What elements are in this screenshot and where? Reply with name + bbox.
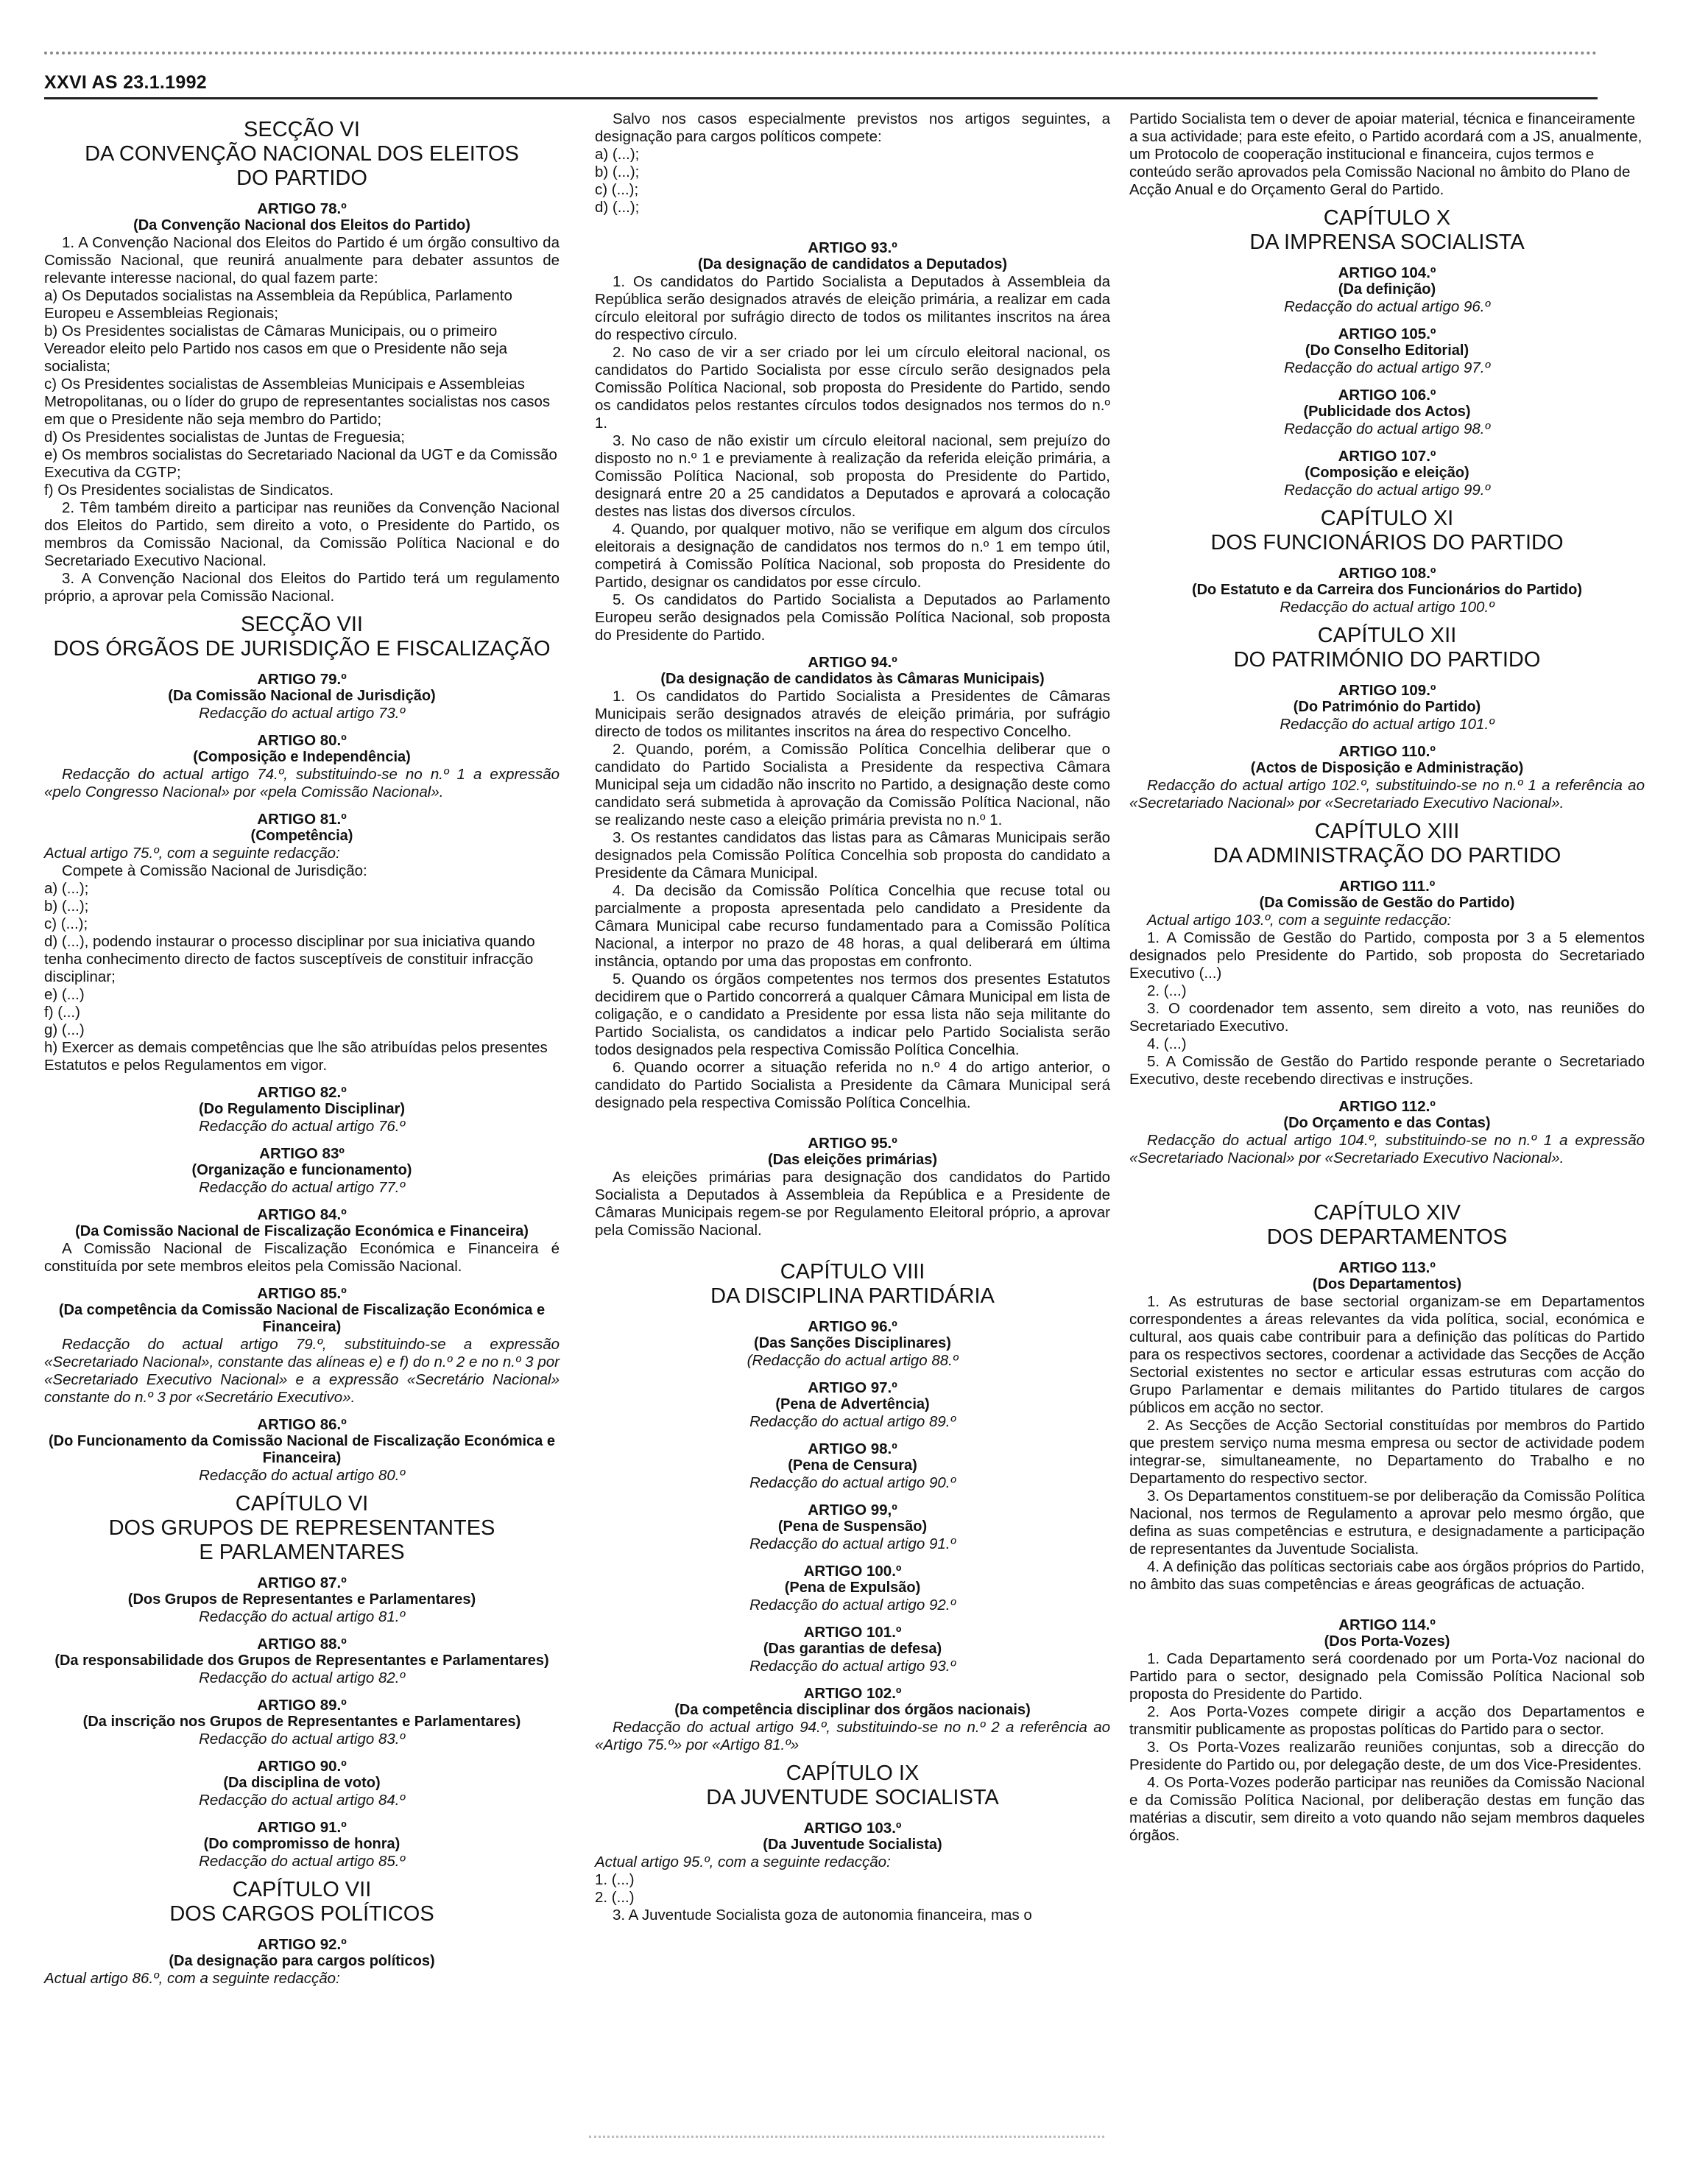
article-number: ARTIGO 89.º <box>257 1697 347 1714</box>
section-heading-line: DOS ÓRGÃOS DE JURISDIÇÃO E FISCALIZAÇÃO <box>53 637 551 661</box>
redaction-note: Redacção do actual artigo 92.º <box>749 1597 956 1613</box>
section-heading <box>595 1762 1110 1810</box>
section-heading-line: CAPÍTULO VIII <box>780 1260 925 1284</box>
article-title: (Da definição) <box>1338 281 1436 298</box>
spacer <box>595 217 1110 230</box>
paragraph: 4. A definição das políticas sectoriais cabe aos órgãos próprios do Partido, no âmbito das suas competências e áreas geográficas de actuação. <box>1129 1558 1645 1593</box>
paragraph: Salvo nos casos especialmente previstos nos artigos seguintes, a designação para cargos políticos compete: <box>595 110 1110 145</box>
section-heading-line: DO PATRIMÓNIO DO PARTIDO <box>1233 648 1541 672</box>
redaction-note: Redacção do actual artigo 80.º <box>199 1467 405 1484</box>
list-item: a) (...); <box>595 146 640 163</box>
paragraph: 2. As Secções de Acção Sectorial constituídas por membros do Partido que prestem serviço numa mesma empresa ou sector de actividade podem integrar-se, simultaneamente, no Departamento do Trabalho e no Departamento do respectivo sector. <box>1129 1417 1645 1487</box>
list-item: d) (...), podendo instaurar o processo disciplinar por sua iniciativa quando tenha conhecimento directo de factos susceptíveis de constituir infracção disciplinar; <box>44 933 535 985</box>
top-scan-border <box>44 52 1598 54</box>
list-item: c) Os Presidentes socialistas de Assembleias Municipais e Assembleias Metropolitanas, ou o líder do grupo de representantes socialistas nos casos em que o Presidente não seja membro do Partido; <box>44 376 551 428</box>
article-number: ARTIGO 99,º <box>808 1502 897 1518</box>
article-title: (Da Convenção Nacional dos Eleitos do Partido) <box>133 217 470 233</box>
paragraph: 4. Da decisão da Comissão Política Concelhia que recuse total ou parcialmente a proposta apresentada pelo candidato a Presidente da Câmara Municipal cabe recurso fundamentado para a Comissão Política Nacional, a interpor no prazo de 48 horas, a qual deliberará em última instância, optando por uma das propostas em confronto. <box>595 882 1110 970</box>
article-number: ARTIGO 107.º <box>1338 448 1436 465</box>
list-item: a) (...); <box>44 880 89 897</box>
article-number: ARTIGO 91.º <box>257 1819 347 1836</box>
section-heading-line: DOS DEPARTAMENTOS <box>1266 1225 1508 1249</box>
paragraph: Redacção do actual artigo 102.º, substituindo-se no n.º 1 a referência ao «Secretariado Nacional» por «Secretariado Executivo Nacional». <box>1129 777 1645 812</box>
article-number: ARTIGO 110.º <box>1338 743 1436 760</box>
column-1 <box>44 110 560 1988</box>
section-heading <box>44 118 560 191</box>
section-heading-line: DA ADMINISTRAÇÃO DO PARTIDO <box>1213 844 1561 867</box>
paragraph: 1. Os candidatos do Partido Socialista a Presidentes de Câmaras Municipais serão designados através de eleição primária, por sufrágio directo de todos os militantes inscritos na área do respectivo Concelho. <box>595 688 1110 740</box>
section-heading-line: DO PARTIDO <box>236 166 367 190</box>
article-number: ARTIGO 88.º <box>257 1636 347 1653</box>
paragraph: Actual artigo 103.º, com a seguinte redacção: <box>1147 912 1452 929</box>
paragraph: Redacção do actual artigo 79.º, substituindo-se a expressão «Secretariado Nacional», constante das alíneas e) e f) do n.º 2 e no n.º 3 por «Secretariado Executivo Nacional» e a expressão «Secretário Nacional» constante do n.º 3 por «Secretário Executivo». <box>44 1336 560 1406</box>
paragraph: 1. Cada Departamento será coordenado por um Porta-Voz nacional do Partido para o sector, designado pela Comissão Política Nacional sob proposta do Presidente do Partido. <box>1129 1650 1645 1703</box>
section-heading <box>44 1492 560 1565</box>
section-heading-line: DOS CARGOS POLÍTICOS <box>169 1902 434 1926</box>
article-number: ARTIGO 96.º <box>808 1318 897 1335</box>
article-title: (Organização e funcionamento) <box>191 1162 412 1178</box>
section-heading-line: CAPÍTULO XIII <box>1314 820 1460 843</box>
section-heading-line: DOS FUNCIONÁRIOS DO PARTIDO <box>1210 531 1564 555</box>
section-heading-line: CAPÍTULO X <box>1323 206 1451 230</box>
article-title: (Composição e eleição) <box>1305 465 1469 481</box>
paragraph: Redacção do actual artigo 94.º, substituindo-se no n.º 2 a referência ao «Artigo 75.º» por «Artigo 81.º» <box>595 1719 1110 1753</box>
list-item: e) Os membros socialistas do Secretariado Nacional da UGT e da Comissão Executiva da CGTP; <box>44 446 557 481</box>
paragraph: 5. Os candidatos do Partido Socialista a Deputados ao Parlamento Europeu serão designados pela Comissão Política Nacional, sob proposta do Presidente do Partido. <box>595 591 1110 644</box>
article-number: ARTIGO 79.º <box>257 671 347 688</box>
redaction-note: Redacção do actual artigo 96.º <box>1284 298 1490 315</box>
header-rule <box>44 97 1598 99</box>
paragraph: 3. O coordenador tem assento, sem direito a voto, nas reuniões do Secretariado Executivo. <box>1129 1000 1645 1035</box>
list-item: d) Os Presidentes socialistas de Juntas de Freguesia; <box>44 429 405 446</box>
section-heading <box>44 1878 560 1926</box>
list-item: g) (...) <box>44 1021 85 1038</box>
section-heading <box>1129 624 1645 672</box>
article-number: ARTIGO 84.º <box>257 1206 347 1223</box>
paragraph: Redacção do actual artigo 74.º, substituindo-se no n.º 1 a expressão «pelo Congresso Nacional» por «pela Comissão Nacional». <box>44 766 560 800</box>
section-heading <box>44 613 560 661</box>
paragraph: 3. Os Departamentos constituem-se por deliberação da Comissão Política Nacional, nos termos de Regulamento a aprovar pelo mesmo órgão, que defina as suas competências e estrutura, e designadamente a participação de representantes da Juventude Socialista. <box>1129 1488 1645 1558</box>
list-item: 2. (...) <box>595 1889 635 1906</box>
article-title: (Do compromisso de honra) <box>203 1836 400 1852</box>
list-item: b) (...); <box>44 898 89 915</box>
article-number: ARTIGO 90.º <box>257 1758 347 1775</box>
paragraph: 3. A Juventude Socialista goza de autonomia financeira, mas o <box>613 1907 1032 1924</box>
paragraph: 2. Quando, porém, a Comissão Política Concelhia deliberar que o candidato do Partido Socialista a Presidente da respectiva Câmara Municipal seja um cidadão não inscrito no Partido, a designação deste como candidato será submetida à aprovação da Comissão Política Nacional, não se realizando neste caso a eleição primária prevista no n.º 1. <box>595 741 1110 828</box>
redaction-note: Redacção do actual artigo 73.º <box>199 705 405 722</box>
article-title: (Da Juventude Socialista) <box>763 1837 942 1853</box>
article-title: (Do Património do Partido) <box>1293 699 1481 715</box>
article-title: (Pena de Censura) <box>788 1457 917 1474</box>
article-title: (Da competência da Comissão Nacional de Fiscalização Económica e Financeira) <box>58 1302 546 1335</box>
section-heading-line: DA CONVENÇÃO NACIONAL DOS ELEITOS <box>85 142 519 166</box>
paragraph: 1. A Comissão de Gestão do Partido, composta por 3 a 5 elementos designados pelo Presidente do Partido, sob proposta do Secretariado Executivo (...) <box>1129 929 1645 982</box>
section-heading-line: CAPÍTULO XIV <box>1313 1201 1461 1225</box>
article-title: (Da Comissão Nacional de Fiscalização Económica e Financeira) <box>75 1223 529 1239</box>
article-number: ARTIGO 100.º <box>803 1563 902 1580</box>
redaction-note: Redacção do actual artigo 98.º <box>1284 420 1490 437</box>
article-number: ARTIGO 86.º <box>257 1416 347 1433</box>
list-item: b) (...); <box>595 163 640 180</box>
article-title: (Pena de Advertência) <box>775 1396 930 1412</box>
redaction-note: Redacção do actual artigo 91.º <box>749 1535 956 1552</box>
article-title: (Actos de Disposição e Administração) <box>1250 760 1524 776</box>
article-number: ARTIGO 93.º <box>808 239 897 256</box>
paragraph: As eleições primárias para designação dos candidatos do Partido Socialista a Deputados à Assembleia da República e a Presidente de Câmaras Municipais regem-se por Regulamento Eleitoral próprio, a aprovar pela Comissão Nacional. <box>595 1169 1110 1239</box>
article-title: (Dos Departamentos) <box>1312 1276 1462 1292</box>
article-number: ARTIGO 102.º <box>803 1685 902 1702</box>
redaction-note: Redacção do actual artigo 100.º <box>1280 599 1494 616</box>
section-heading <box>595 1260 1110 1309</box>
column-2 <box>595 110 1110 1924</box>
spacer <box>1129 1594 1645 1607</box>
article-number: ARTIGO 78.º <box>257 200 347 217</box>
article-title: (Dos Porta-Vozes) <box>1324 1633 1450 1650</box>
list-item: h) Exercer as demais competências que lhe são atribuídas pelos presentes Estatutos e pelos Regulamentos em vigor. <box>44 1039 548 1074</box>
redaction-note: Redacção do actual artigo 97.º <box>1284 359 1490 376</box>
paragraph: 3. Os Porta-Vozes realizarão reuniões conjuntas, sob a direcção do Presidente do Partido ou, por delegação deste, de um dos Vice-Presidentes. <box>1129 1739 1645 1773</box>
paragraph: Redacção do actual artigo 104.º, substituindo-se no n.º 1 a expressão «Secretariado Nacional» por «Secretariado Executivo Nacional». <box>1129 1132 1645 1166</box>
redaction-note: Redacção do actual artigo 89.º <box>749 1413 956 1430</box>
article-number: ARTIGO 94.º <box>808 654 897 671</box>
article-title: (Publicidade dos Actos) <box>1303 404 1471 420</box>
paragraph: 1. As estruturas de base sectorial organizam-se em Departamentos correspondentes a áreas relevantes da vida política, social, económica e cultural, aos quais cabe contribuir para a definição das políticas do Partido para os respectivos sectores, coordenar a actividade das Secções de Acção Sectorial existentes no sector e articular essas estruturas com acção do Grupo Parlamentar e demais militantes do Partido titulares de cargos públicos em acção no sector. <box>1129 1293 1645 1416</box>
section-heading <box>1129 507 1645 555</box>
list-item: f) Os Presidentes socialistas de Sindicatos. <box>44 482 334 499</box>
article-title: (Da designação para cargos políticos) <box>169 1953 435 1969</box>
article-title: (Composição e Independência) <box>193 749 411 765</box>
article-number: ARTIGO 81.º <box>257 811 347 828</box>
paragraph: 2. (...) <box>1147 982 1187 999</box>
list-item: Partido Socialista tem o dever de apoiar material, técnica e financeiramente a sua actividade; para este efeito, o Partido acordará com a JS, anualmente, um Protocolo de cooperação institucional e financeira, cujos termos e conteúdo serão aprovados pela Comissão Nacional no âmbito do Plano de Acção Anual e do Orçamento Geral do Partido. <box>1129 110 1642 198</box>
section-heading-line: CAPÍTULO VI <box>235 1492 369 1516</box>
paragraph: 2. Aos Porta-Vozes compete dirigir a acção dos Departamentos e transmitir publicamente as propostas políticas do Partido para o sector. <box>1129 1703 1645 1738</box>
article-number: ARTIGO 112.º <box>1338 1098 1436 1115</box>
article-number: ARTIGO 92.º <box>257 1936 347 1953</box>
list-item: c) (...); <box>44 915 88 932</box>
section-heading <box>1129 820 1645 868</box>
article-number: ARTIGO 106.º <box>1338 387 1436 404</box>
article-number: ARTIGO 109.º <box>1338 682 1436 699</box>
list-item: Actual artigo 75.º, com a seguinte redacção: <box>44 845 340 862</box>
article-number: ARTIGO 111.º <box>1338 878 1436 895</box>
paragraph: Compete à Comissão Nacional de Jurisdição: <box>62 862 367 879</box>
redaction-note: Redacção do actual artigo 101.º <box>1280 716 1494 733</box>
paragraph: 1. Os candidatos do Partido Socialista a Deputados à Assembleia da República serão designados através de eleição primária, a realizar em cada círculo eleitoral por sufrágio directo de todos os militantes inscritos na área do respectivo círculo. <box>595 273 1110 343</box>
list-item: Actual artigo 86.º, com a seguinte redacção: <box>44 1970 340 1987</box>
list-item: b) Os Presidentes socialistas de Câmaras Municipais, ou o primeiro Vereador eleito pelo Partido nos casos em que o Presidente não seja socialista; <box>44 323 508 375</box>
article-title: (Da Comissão de Gestão do Partido) <box>1259 895 1515 911</box>
paragraph: A Comissão Nacional de Fiscalização Económica e Financeira é constituída por sete membros eleitos pela Comissão Nacional. <box>44 1240 560 1275</box>
paragraph: 2. Têm também direito a participar nas reuniões da Convenção Nacional dos Eleitos do Partido, sem direito a voto, o Presidente do Partido, os membros da Comissão Nacional, da Comissão Política Nacional e do Secretariado Executivo Nacional. <box>44 499 560 569</box>
redaction-note: Redacção do actual artigo 99.º <box>1284 482 1490 499</box>
article-title: (Da competência disciplinar dos órgãos nacionais) <box>674 1702 1031 1718</box>
paragraph: 5. Quando os órgãos competentes nos termos dos presentes Estatutos decidirem que o Partido concorrerá a qualquer Câmara Municipal em lista de coligação, e o candidato a Presidente por essa lista não seja militante do Partido Socialista, os candidatos a indicar pelo Partido Socialista serão todos designados pela respectiva Comissão Política Concelhia. <box>595 971 1110 1058</box>
article-title: (Das garantias de defesa) <box>763 1641 942 1657</box>
article-number: ARTIGO 87.º <box>257 1574 347 1591</box>
paragraph: 4. Quando, por qualquer motivo, não se verifique em algum dos círculos eleitorais a designação de candidatos nos termos do n.º 1 em tempo útil, competirá à Comissão Política Nacional, sob proposta do Presidente do Partido, designar os candidatos por esse círculo. <box>595 521 1110 591</box>
bottom-scan-border <box>589 2136 1104 2138</box>
section-heading-line: CAPÍTULO XII <box>1317 624 1457 647</box>
section-heading-line: DA JUVENTUDE SOCIALISTA <box>706 1786 999 1809</box>
article-title: (Da responsabilidade dos Grupos de Representantes e Parlamentares) <box>54 1653 549 1669</box>
article-title: (Do Regulamento Disciplinar) <box>198 1101 406 1117</box>
article-number: ARTIGO 103.º <box>803 1820 902 1837</box>
paragraph: 5. A Comissão de Gestão do Partido responde perante o Secretariado Executivo, deste recebendo directivas e instruções. <box>1129 1053 1645 1088</box>
article-title: (Da designação de candidatos a Deputados) <box>697 256 1008 272</box>
column-3 <box>1129 110 1645 1845</box>
section-heading <box>1129 1201 1645 1250</box>
article-title: (Do Funcionamento da Comissão Nacional de Fiscalização Económica e Financeira) <box>49 1433 555 1466</box>
page-label: XXVI AS 23.1.1992 <box>44 72 207 93</box>
paragraph: 4. Os Porta-Vozes poderão participar nas reuniões da Comissão Nacional e da Comissão Política Nacional, por deliberação destas em função das matérias a discutir, sem direito a voto quando não sejam membros daqueles órgãos. <box>1129 1774 1645 1844</box>
article-title: (Da Comissão Nacional de Jurisdição) <box>168 688 436 704</box>
article-title: (Da designação de candidatos às Câmaras Municipais) <box>660 671 1045 687</box>
article-number: ARTIGO 114.º <box>1338 1616 1436 1633</box>
redaction-note: (Redacção do actual artigo 88.º <box>747 1352 959 1369</box>
article-number: ARTIGO 83º <box>259 1145 345 1162</box>
article-title: (Competência) <box>250 828 353 844</box>
redaction-note: Redacção do actual artigo 85.º <box>199 1853 405 1870</box>
redaction-note: Redacção do actual artigo 81.º <box>199 1608 405 1625</box>
spacer <box>1129 1180 1645 1194</box>
paragraph: 3. Os restantes candidatos das listas para as Câmaras Municipais serão designados pela Comissão Política Concelhia sob proposta do candidato a Presidente da Câmara Municipal. <box>595 829 1110 881</box>
article-title: (Das eleições primárias) <box>767 1152 938 1168</box>
section-heading-line: CAPÍTULO XI <box>1320 507 1454 530</box>
article-title: (Da disciplina de voto) <box>223 1775 381 1791</box>
article-number: ARTIGO 97.º <box>808 1379 897 1396</box>
section-heading-line: DA IMPRENSA SOCIALISTA <box>1249 230 1525 254</box>
article-number: ARTIGO 85.º <box>257 1285 347 1302</box>
list-item: Actual artigo 95.º, com a seguinte redacção: <box>595 1854 891 1870</box>
redaction-note: Redacção do actual artigo 83.º <box>199 1731 405 1748</box>
paragraph: 4. (...) <box>1147 1035 1187 1052</box>
article-title: (Do Estatuto e da Carreira dos Funcionários do Partido) <box>1191 582 1583 598</box>
article-title: (Da inscrição nos Grupos de Representantes e Parlamentares) <box>82 1714 521 1730</box>
redaction-note: Redacção do actual artigo 93.º <box>749 1658 956 1675</box>
article-title: (Pena de Expulsão) <box>784 1580 921 1596</box>
redaction-note: Redacção do actual artigo 76.º <box>199 1118 405 1135</box>
article-number: ARTIGO 80.º <box>257 732 347 749</box>
article-title: (Pena de Suspensão) <box>777 1518 928 1535</box>
list-item: f) (...) <box>44 1004 80 1021</box>
article-title: (Das Sanções Disciplinares) <box>754 1335 951 1351</box>
spacer <box>1129 1167 1645 1180</box>
list-item: a) Os Deputados socialistas na Assembleia da República, Parlamento Europeu e Assembleias Regionais; <box>44 287 512 322</box>
paragraph: 2. No caso de vir a ser criado por lei um círculo eleitoral nacional, os candidatos do Partido Socialista por esse círculo serão designados pela Comissão Política Nacional, sob proposta do Presidente do Partido, sendo os candidatos pelos restantes círculos todos designados nos termos do n.º 1. <box>595 344 1110 432</box>
section-heading-line: DA DISCIPLINA PARTIDÁRIA <box>710 1284 995 1308</box>
section-heading-line: CAPÍTULO IX <box>786 1762 920 1785</box>
list-item: 1. (...) <box>595 1871 635 1888</box>
article-number: ARTIGO 82.º <box>257 1084 347 1101</box>
article-number: ARTIGO 95.º <box>808 1135 897 1152</box>
paragraph: 6. Quando ocorrer a situação referida no n.º 4 do artigo anterior, o candidato do Partido Socialista a Presidente da Câmara Municipal será designado pela respectiva Comissão Política Concelhia. <box>595 1059 1110 1111</box>
section-heading-line: SECÇÃO VII <box>241 613 363 636</box>
article-title: (Do Conselho Editorial) <box>1305 342 1469 359</box>
paragraph: 1. A Convenção Nacional dos Eleitos do Partido é um órgão consultivo da Comissão Nacional, que reunirá anualmente para debater assuntos de relevante interesse nacional, do qual fazem parte: <box>44 234 560 286</box>
list-item: d) (...); <box>595 199 640 216</box>
redaction-note: Redacção do actual artigo 82.º <box>199 1669 405 1686</box>
article-number: ARTIGO 108.º <box>1338 565 1436 582</box>
redaction-note: Redacção do actual artigo 77.º <box>199 1179 405 1196</box>
article-number: ARTIGO 101.º <box>803 1624 902 1641</box>
list-item: e) (...) <box>44 986 85 1003</box>
spacer <box>595 1239 1110 1253</box>
article-number: ARTIGO 98.º <box>808 1440 897 1457</box>
section-heading-line: E PARLAMENTARES <box>199 1541 405 1564</box>
article-number: ARTIGO 105.º <box>1338 325 1436 342</box>
section-heading <box>1129 206 1645 255</box>
article-title: (Do Orçamento e das Contas) <box>1283 1115 1491 1131</box>
section-heading-line: CAPÍTULO VII <box>232 1878 372 1901</box>
article-number: ARTIGO 113.º <box>1338 1259 1436 1276</box>
section-heading-line: SECÇÃO VI <box>244 118 360 141</box>
paragraph: 3. A Convenção Nacional dos Eleitos do Partido terá um regulamento próprio, a aprovar pela Comissão Nacional. <box>44 570 560 605</box>
redaction-note: Redacção do actual artigo 90.º <box>749 1474 956 1491</box>
list-item: c) (...); <box>595 181 639 198</box>
paragraph: 3. No caso de não existir um círculo eleitoral nacional, sem prejuízo do disposto no n.º 1 e previamente à realização da referida eleição primária, a Comissão Política Nacional, sob proposta do Presidente do Partido, designará entre 20 a 25 candidatos a Deputados e aprovará a colocação destes nas listas dos diversos círculos. <box>595 432 1110 520</box>
article-title: (Dos Grupos de Representantes e Parlamentares) <box>127 1591 476 1608</box>
spacer <box>595 1112 1110 1125</box>
section-heading-line: DOS GRUPOS DE REPRESENTANTES <box>108 1516 495 1540</box>
redaction-note: Redacção do actual artigo 84.º <box>199 1792 405 1809</box>
article-number: ARTIGO 104.º <box>1338 264 1436 281</box>
